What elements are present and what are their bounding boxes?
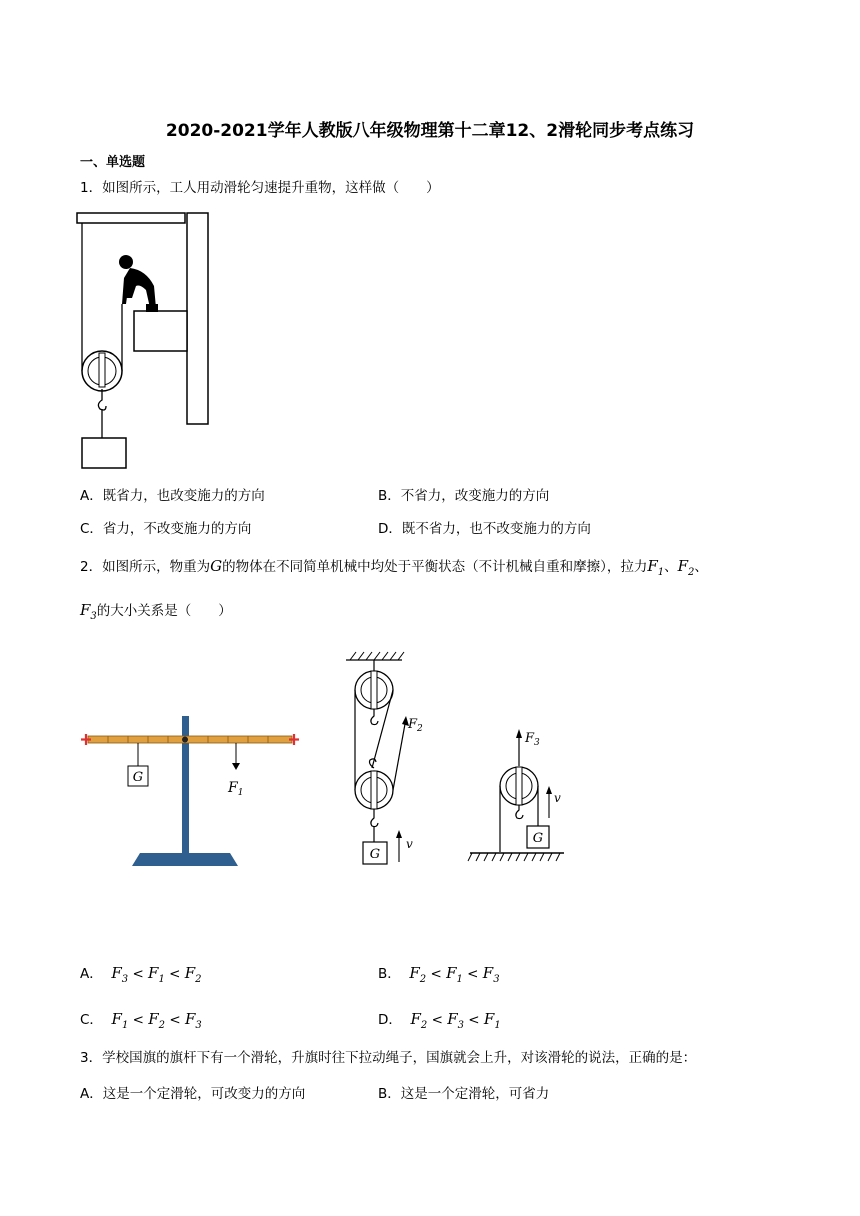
pulley-block-figure <box>342 650 432 870</box>
pulley3-velocity-label: v <box>554 791 561 805</box>
q2-option-a[interactable]: A． $F_3 < F_1 < F_2$ <box>80 964 202 985</box>
question-2-stem <box>80 556 800 583</box>
q1-option-a[interactable]: A．既省力，也改变施力的方向 <box>80 488 265 504</box>
lever-figure <box>78 710 304 870</box>
worker-pulley-figure <box>74 208 214 472</box>
section-heading: 一、单选题 <box>80 155 146 170</box>
q2-stem-f2: $F_2$ <box>677 557 695 578</box>
pulley3-force-label: $F_3$ <box>525 731 540 748</box>
lever-bar <box>88 736 292 743</box>
question-1-stem: 1．如图所示，工人用动滑轮匀速提升重物，这样做（ ） <box>80 180 440 196</box>
q2-stem-sep1: 、 <box>664 559 678 575</box>
pulley2-weight-label: G <box>369 847 381 862</box>
q2-stem-part3: 的大小关系是（ ） <box>96 603 232 619</box>
pulley2-velocity-label: v <box>406 837 413 851</box>
q2-option-c[interactable]: C． $F_1 < F_2 < F_3$ <box>80 1010 202 1031</box>
question-2-stem-line2 <box>80 600 232 627</box>
pulley2-force-label: $F_2$ <box>408 717 423 734</box>
q1-option-d[interactable]: D．既不省力，也不改变施力的方向 <box>378 521 591 537</box>
q2-stem-part2: 的物体在不同简单机械中均处于平衡状态（不计机械自重和摩擦），拉力 <box>222 559 648 575</box>
page-title: 2020-2021学年人教版八年级物理第十二章12、2滑轮同步考点练习 <box>165 121 695 141</box>
q2-stem-sep2: 、 <box>694 559 708 575</box>
fixed-pulley-figure <box>468 722 572 872</box>
lever-force-label: $F_1$ <box>228 780 244 798</box>
q1-option-c[interactable]: C．省力，不改变施力的方向 <box>80 521 252 537</box>
q3-option-b[interactable]: B．这是一个定滑轮，可省力 <box>378 1086 550 1102</box>
q1-option-b[interactable]: B．不省力，改变施力的方向 <box>378 488 550 504</box>
pulley3-weight-label: G <box>532 831 544 846</box>
q2-stem-part1: 2．如图所示，物重为 <box>80 559 211 575</box>
q2-stem-g: G <box>210 557 223 575</box>
q2-stem-f1: $F_1$ <box>647 557 665 578</box>
q3-option-a[interactable]: A．这是一个定滑轮，可改变力的方向 <box>80 1086 306 1102</box>
lever-weight-label: G <box>132 770 144 785</box>
lever-stand-base <box>132 853 238 866</box>
q2-option-b[interactable]: B． $F_2 < F_1 < F_3$ <box>378 964 500 985</box>
question-3-stem: 3．学校国旗的旗杆下有一个滑轮，升旗时往下拉动绳子，国旗就会上升，对该滑轮的说法，正确的是： <box>80 1050 697 1066</box>
q2-option-d[interactable]: D． $F_2 < F_3 < F_1$ <box>378 1010 501 1031</box>
q2-stem-f3: $F_3$ <box>80 601 97 622</box>
